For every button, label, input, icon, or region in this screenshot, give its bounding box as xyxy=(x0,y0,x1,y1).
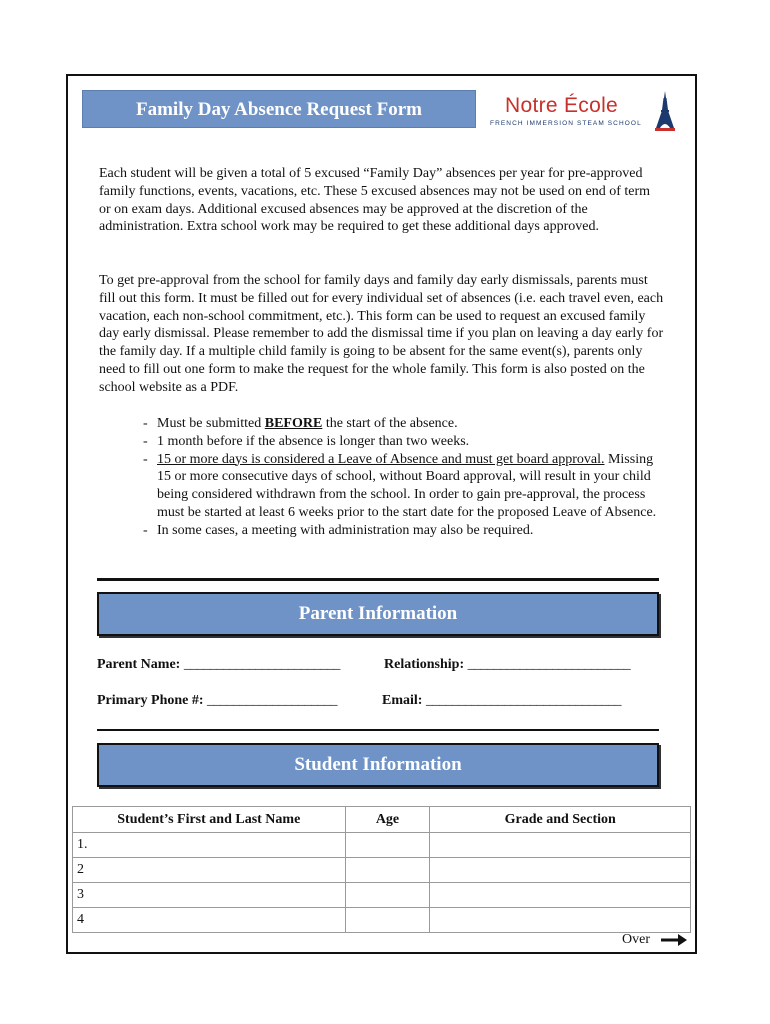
divider xyxy=(97,578,659,581)
before-emphasis: BEFORE xyxy=(264,416,323,431)
divider xyxy=(97,729,659,731)
student-grade-cell[interactable] xyxy=(430,908,691,933)
student-age-cell[interactable] xyxy=(345,833,430,858)
logo-tagline: FRENCH IMMERSION STEAM SCHOOL xyxy=(490,120,642,127)
student-age-cell[interactable] xyxy=(345,908,430,933)
column-header-name: Student’s First and Last Name xyxy=(73,807,346,833)
table-row xyxy=(73,908,691,933)
table-row xyxy=(73,883,691,908)
column-header-grade: Grade and Section xyxy=(430,807,691,833)
rules-list xyxy=(143,415,668,540)
table-header-row xyxy=(73,807,691,833)
rule-item: - Must be submitted BEFORE the start of the absence. xyxy=(143,416,458,431)
student-name-cell[interactable]: 4 xyxy=(73,908,346,933)
student-age-cell[interactable] xyxy=(345,858,430,883)
leave-of-absence-rule: 15 or more days is considered a Leave of Absence and must get board approval. xyxy=(157,451,605,467)
over-label: Over xyxy=(622,932,650,947)
student-name-cell[interactable]: 1. xyxy=(73,833,346,858)
email-field[interactable]: Email: ______________________________ xyxy=(382,693,621,708)
student-name-cell[interactable]: 3 xyxy=(73,883,346,908)
student-age-cell[interactable] xyxy=(345,883,430,908)
school-logo xyxy=(488,92,688,136)
rule-item: - 1 month before if the absence is longer than two weeks. xyxy=(143,433,470,449)
student-grade-cell[interactable] xyxy=(430,833,691,858)
rule-item: - In some cases, a meeting with administration may also be required. xyxy=(143,522,534,538)
table-row xyxy=(73,858,691,883)
column-header-age: Age xyxy=(345,807,430,833)
logo-name: Notre École xyxy=(505,94,619,117)
student-name-cell[interactable]: 2 xyxy=(73,858,346,883)
form-title: Family Day Absence Request Form xyxy=(82,90,476,128)
relationship-field[interactable]: Relationship: _________________________ xyxy=(384,657,631,672)
student-table xyxy=(72,806,691,933)
parent-section-header: Parent Information xyxy=(97,592,659,636)
intro-paragraph-2: To get pre-approval from the school for family days and family day early dismissals, parents must fill out this form. It must be filled out for every individual set of absences (i.e. each travel even, each vacation, each non-school commitment, etc.). This form can be used to request an excused family day early dismissal. Please remember to add the dismissal time if you plan on leaving a day early for the family day. If a multiple child family is going to be absent for the same event(s), parents only need to fill out one form to make the request for the whole family. This form is also posted on the school website as a PDF. xyxy=(99,273,664,395)
table-row xyxy=(73,833,691,858)
phone-field[interactable]: Primary Phone #: ____________________ xyxy=(97,693,338,708)
parent-name-field[interactable]: Parent Name: ________________________ xyxy=(97,657,340,672)
student-section-header: Student Information xyxy=(97,743,659,787)
student-grade-cell[interactable] xyxy=(430,858,691,883)
student-grade-cell[interactable] xyxy=(430,883,691,908)
intro-paragraph-1: Each student will be given a total of 5 excused “Family Day” absences per year for pre-approved family functions, events, vacations, etc. These 5 excused absences may not be used on end of term or on exam days. Additional excused absences may be approved at the discretion of the administration. Extra school work may be required to get these additional days approved. xyxy=(99,166,651,235)
eiffel-tower-icon xyxy=(653,90,677,134)
arrow-right-icon xyxy=(661,934,687,946)
rule-item: - 15 or more days is considered a Leave of Absence and must get board approval. Missing 15 or more consecutive days of school, without Board approval, will result in your child being considered withdrawn from the school. In order to gain pre-approval, the process must be started at least 6 weeks prior to the start date for the proposed Leave of Absence. xyxy=(143,451,657,520)
